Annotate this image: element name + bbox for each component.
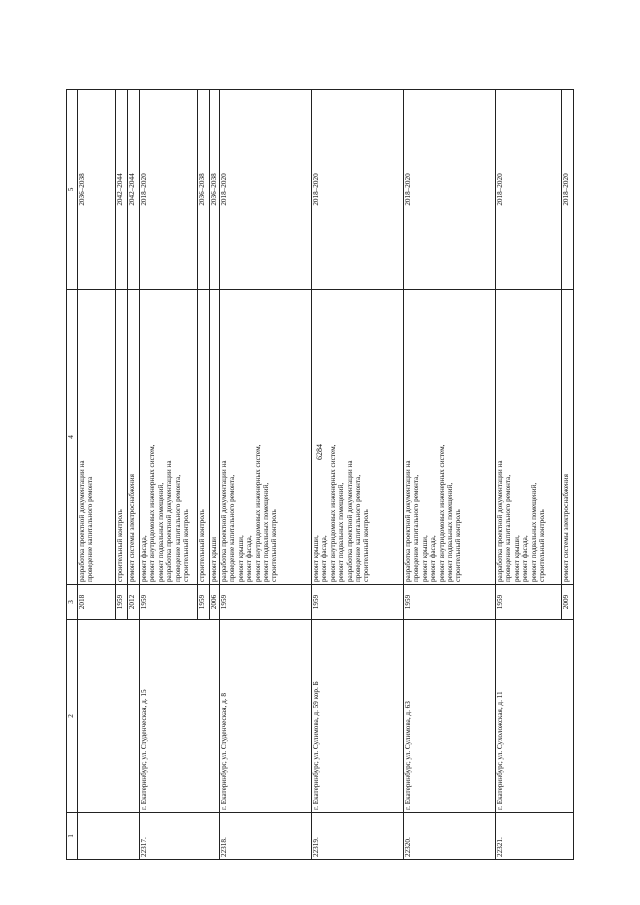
repair-schedule-table: [66, 89, 574, 860]
address-cell: г. Екатеринбург, ул. Студенческая, д. 8: [220, 620, 312, 813]
table-row: [220, 90, 312, 860]
work-line: ремонт крыши,: [512, 535, 521, 582]
row-number: [78, 813, 140, 860]
work-cell: [312, 290, 404, 585]
work-cell: [404, 290, 496, 585]
work-cell: [128, 290, 140, 585]
address-cell: г. Екатеринбург, ул. Сулимова, д. 59 кор. Б: [312, 620, 404, 813]
work-line: ремонт фасада,: [245, 535, 254, 582]
period-cell: 2018–2020: [312, 90, 404, 290]
work-line: строительный контроль: [198, 509, 206, 582]
work-cell: [496, 290, 562, 585]
period-cell: 2042–2044: [116, 90, 128, 290]
work-line: проведение капитального ремонта,: [504, 474, 513, 582]
work-line: ремонт внутридомовых инженерных систем,: [437, 444, 446, 582]
page-number: 6284: [315, 444, 324, 460]
work-line: ремонт фасада,: [429, 535, 438, 582]
work-line: ремонт внутридомовых инженерных систем,: [253, 444, 262, 582]
period-cell: 2018–2020: [404, 90, 496, 290]
header-col-1: 1: [67, 813, 78, 860]
work-line: проведение капитального ремонта,: [354, 474, 363, 582]
year-cell: 1959: [312, 585, 404, 620]
year-cell: 2009: [562, 585, 574, 620]
work-line: строительный контроль: [116, 509, 124, 582]
period-cell: 2018–2020: [140, 90, 198, 290]
work-line: разработка проектной документации на: [496, 460, 504, 582]
table-row: [496, 90, 562, 860]
year-cell: 1959: [496, 585, 562, 620]
period-cell: 2018–2020: [562, 90, 574, 290]
work-line: ремонт подвальных помещений,: [156, 482, 165, 582]
header-col-4: 4: [67, 290, 78, 585]
work-line: разработка проектной документации на: [220, 460, 228, 582]
work-cell: [562, 290, 574, 585]
work-line: строительный контроль: [538, 509, 547, 582]
header-col-2: 2: [67, 620, 78, 813]
work-line: ремонт фасада,: [140, 535, 148, 582]
work-line: проведение капитального ремонта,: [412, 474, 421, 582]
row-number: 22321.: [496, 813, 574, 860]
year-cell: 2018: [78, 585, 116, 620]
work-line: разработка проектной документации на: [404, 460, 412, 582]
address-cell: г. Екатеринбург, ул. Сулимова, д. 63: [404, 620, 496, 813]
work-line: разработка проектной документации на: [345, 460, 354, 582]
work-line: строительный контроль: [454, 509, 463, 582]
header-col-5: 5: [67, 90, 78, 290]
row-number: 22318.: [220, 813, 312, 860]
work-line: ремонт фасада,: [521, 535, 530, 582]
work-line: проведение капитального ремонта,: [173, 474, 182, 582]
work-cell: [116, 290, 128, 585]
work-cell: [78, 290, 116, 585]
work-line: ремонт внутридомовых инженерных систем,: [148, 444, 157, 582]
year-cell: 1959: [404, 585, 496, 620]
table-row: [312, 90, 404, 860]
year-cell: 1959: [220, 585, 312, 620]
table-body: [78, 90, 574, 860]
address-cell: [78, 620, 140, 813]
period-cell: 2042–2044: [128, 90, 140, 290]
period-cell: 2036–2038: [78, 90, 116, 290]
work-line: ремонт крыши,: [312, 535, 320, 582]
period-cell: 2036–2038: [198, 90, 210, 290]
work-line: ремонт системы электроснабжения: [562, 474, 570, 582]
work-cell: [220, 290, 312, 585]
work-line: ремонт подвальных помещений,: [337, 482, 346, 582]
work-line: ремонт подвальных помещений,: [529, 482, 538, 582]
address-cell: г. Екатеринбург, ул. Сухоложская, д. 11: [496, 620, 574, 813]
row-number: 22319.: [312, 813, 404, 860]
work-line: строительный контроль: [362, 509, 371, 582]
year-cell: 2012: [128, 585, 140, 620]
work-line: ремонт фасада,: [320, 535, 329, 582]
header-col-3: 3: [67, 585, 78, 620]
work-line: ремонт крыши,: [236, 535, 245, 582]
period-cell: 2036–2038: [210, 90, 220, 290]
work-cell: [198, 290, 210, 585]
row-number: 22320.: [404, 813, 496, 860]
work-line: ремонт системы электроснабжения: [128, 474, 136, 582]
work-line: разработка проектной документации на: [78, 460, 86, 582]
work-cell: [210, 290, 220, 585]
year-cell: 1959: [116, 585, 128, 620]
period-cell: 2018–2020: [220, 90, 312, 290]
header-row: [67, 90, 78, 860]
row-number: 22317.: [140, 813, 220, 860]
table-row: [140, 90, 198, 860]
work-line: ремонт крыши: [210, 536, 218, 582]
work-line: ремонт подвальных помещений,: [262, 482, 271, 582]
year-cell: 1959: [198, 585, 210, 620]
work-line: разработка проектной документации на: [165, 460, 174, 582]
work-line: строительный контроль: [182, 509, 191, 582]
work-cell: [140, 290, 198, 585]
address-cell: г. Екатеринбург, ул. Студенческая, д. 15: [140, 620, 220, 813]
work-line: ремонт внутридомовых инженерных систем,: [328, 444, 337, 582]
rotated-table-wrap: [66, 90, 611, 860]
work-line: проведение капитального ремонта: [86, 476, 95, 582]
work-line: проведение капитального ремонта,: [228, 474, 237, 582]
work-line: строительный контроль: [270, 509, 279, 582]
table-row: [404, 90, 496, 860]
year-cell: 2006: [210, 585, 220, 620]
year-cell: 1959: [140, 585, 198, 620]
table-row: [78, 90, 116, 860]
work-line: ремонт крыши,: [420, 535, 429, 582]
period-cell: 2018–2020: [496, 90, 562, 290]
work-line: ремонт подвальных помещений,: [446, 482, 455, 582]
